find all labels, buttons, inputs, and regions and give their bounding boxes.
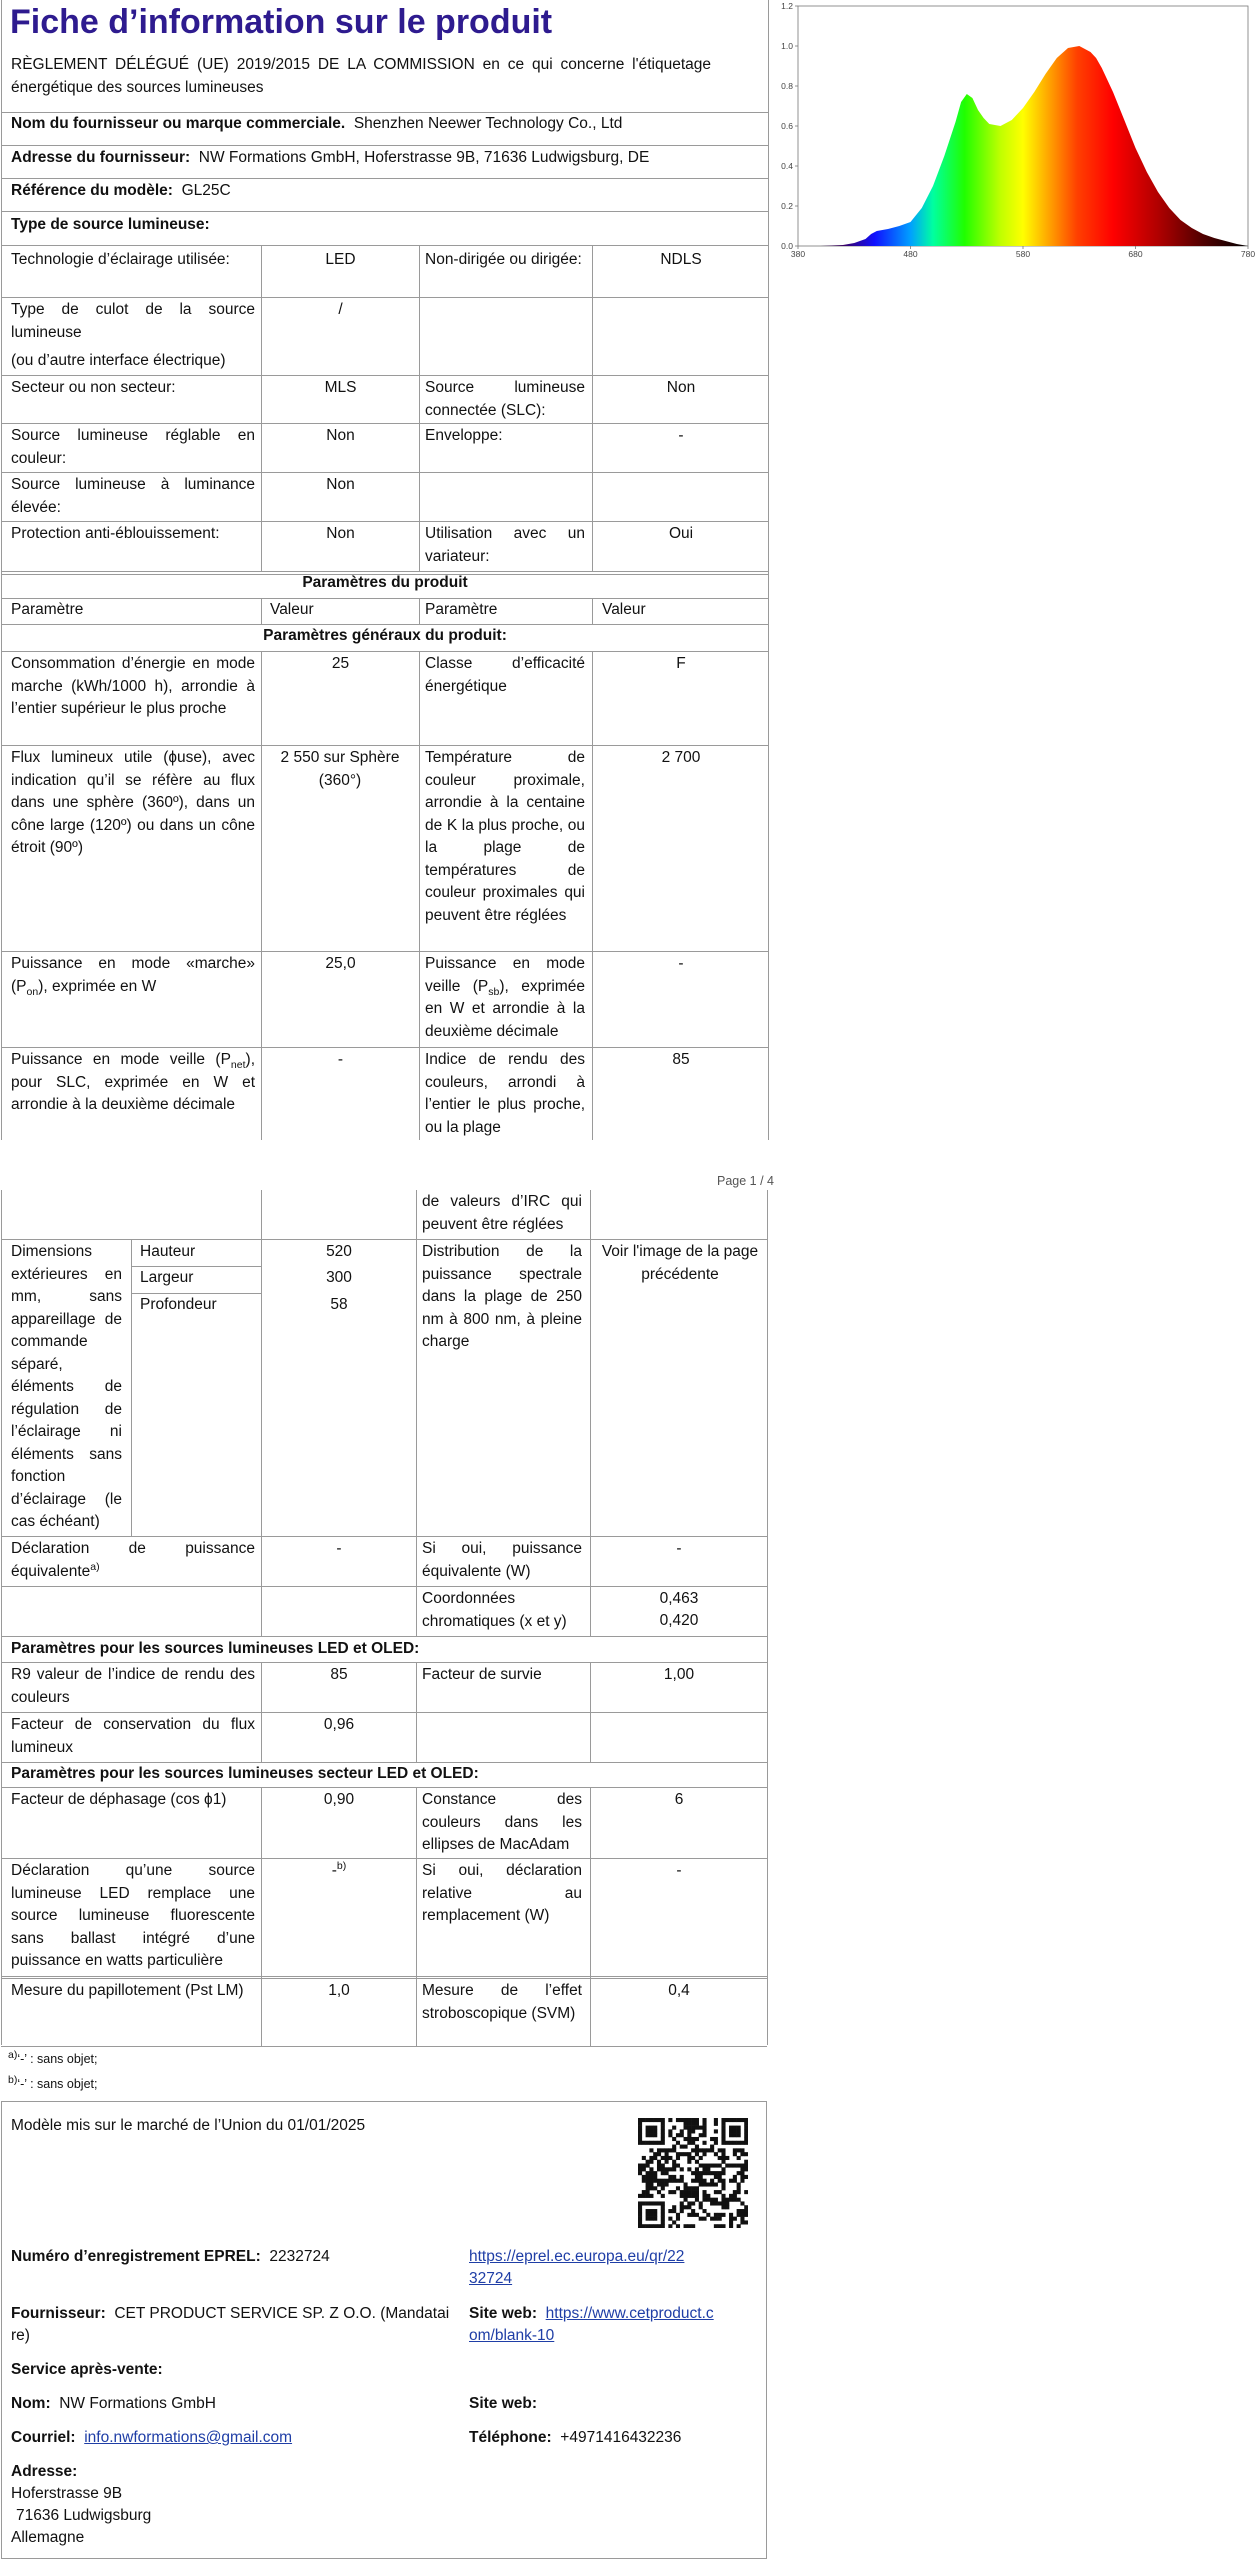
aftersales-name-row xyxy=(11,2393,216,2416)
spectral-value: Voir l'image de la page précédente xyxy=(601,1243,759,1283)
page-title: Fiche d’information sur le produit xyxy=(10,3,553,41)
address-line-3: Allemagne xyxy=(11,2529,85,2546)
x-tick-label: 480 xyxy=(903,249,918,259)
tech-value: LED xyxy=(325,251,356,268)
svm-label: Mesure de l’effet stroboscopique (SVM) xyxy=(422,1982,582,2022)
connected-label: Source lumineuse connectée (SLC): xyxy=(425,379,585,419)
y-tick-label: 1.2 xyxy=(781,1,793,11)
equiv-w-value: - xyxy=(676,1540,682,1557)
flux-value: 2 550 sur Sphère (360°) xyxy=(280,749,400,789)
x-tick-label: 380 xyxy=(790,249,806,259)
address-label: Adresse: xyxy=(11,2463,78,2480)
footer-supplier-label: Fournisseur: xyxy=(11,2305,106,2322)
supplier-address-row xyxy=(11,147,649,170)
flicker-value: 1,0 xyxy=(328,1982,350,1999)
eprel-link-continued[interactable]: 32724 xyxy=(469,2270,513,2287)
dimmer-label: Utilisation avec un variateur: xyxy=(425,525,585,565)
y-tick-label: 1.0 xyxy=(781,41,793,51)
supplier-name-label: Nom du fournisseur ou marque commerciale. xyxy=(11,115,346,132)
cosphi-label: Facteur de déphasage (cos ϕ1) xyxy=(11,1791,227,1808)
footnote-a: $^{a)}$‘-’ : sans objet; xyxy=(8,2048,98,2066)
col-value-2: Valeur xyxy=(602,601,646,618)
energy-label: Consommation d’énergie en mode marche (kWh/1000 h), arrondie à l’entier supérieur le plus proche xyxy=(11,655,255,717)
survival-value: 1,00 xyxy=(663,1666,695,1683)
supplier-address-label: Adresse du fournisseur: xyxy=(11,149,191,166)
height-label: Hauteur xyxy=(140,1243,196,1260)
aftersales-label: Service après-vente: xyxy=(11,2361,163,2378)
eprel-value: 2232724 xyxy=(269,2248,330,2265)
maintenance-label: Facteur de conservation du flux lumineux xyxy=(11,1716,255,1756)
website-link[interactable]: https://www.cetproduct.c xyxy=(545,2305,714,2322)
maintenance-value: 0,96 xyxy=(323,1716,355,1733)
connected-value: Non xyxy=(666,379,696,396)
cct-label: Température de couleur proximale, arrondie à la centaine de K la plus proche, ou la plage de températures de couleur proximales qui peuvent être réglées xyxy=(425,749,585,924)
spectral-label: Distribution de la puissance spectrale dans la plage de 250 nm à 800 nm, à pleine charge xyxy=(422,1243,582,1350)
x-tick-label: 680 xyxy=(1128,249,1143,259)
general-params-heading: Paramètres généraux du produit: xyxy=(263,627,507,644)
supplier-name-value: Shenzhen Neewer Technology Co., Ltd xyxy=(353,115,623,132)
replacement-value: -$^{b)}$ xyxy=(331,1859,347,1879)
width-label: Largeur xyxy=(140,1269,194,1286)
flicker-label: Mesure du papillotement (Pst LM) xyxy=(11,1982,244,1999)
height-value: 520 xyxy=(326,1243,352,1260)
spectrum-area xyxy=(798,46,1248,246)
email-link[interactable]: info.nwformations@gmail.com xyxy=(84,2429,293,2446)
supplier-name-row xyxy=(11,113,622,136)
high-luminance-value: Non xyxy=(326,476,355,493)
eprel-label: Numéro d’enregistrement EPREL: xyxy=(11,2248,261,2265)
equiv-label: Déclaration de puissance équivalente$^{a)}$ xyxy=(11,1540,255,1580)
psb-label: Puissance en mode veille $(P_{sb})$, exprimée en W et arrondie à la deuxième décimale xyxy=(425,955,585,1040)
model-value: GL25C xyxy=(181,182,231,199)
product-params-heading: Paramètres du produit xyxy=(302,574,468,591)
y-tick-label: 0.0 xyxy=(781,241,793,251)
footer-supplier-row xyxy=(11,2303,449,2326)
envelope-label: Enveloppe: xyxy=(425,427,503,444)
tech-label: Technologie d’éclairage utilisée: xyxy=(11,251,230,268)
equiv-value: - xyxy=(336,1540,342,1557)
pnet-label: Puissance en mode veille $(P_{net})$, pour SLC, exprimée en W et arrondie à la deuxième décimale xyxy=(11,1051,255,1113)
antiglare-value: Non xyxy=(326,525,355,542)
website-row xyxy=(469,2303,714,2326)
col-param-1: Paramètre xyxy=(11,601,84,618)
market-text: Modèle mis sur le marché de l’Union du 01/01/2025 xyxy=(11,2117,366,2134)
cri-value: 85 xyxy=(672,1051,690,1068)
phone-label: Téléphone: xyxy=(469,2429,552,2446)
depth-label: Profondeur xyxy=(140,1296,217,1313)
x-tick-label: 780 xyxy=(1240,249,1256,259)
macadam-label: Constance des couleurs dans les ellipses de MacAdam xyxy=(422,1791,582,1853)
address-line-2: 71636 Ludwigsburg xyxy=(16,2507,152,2524)
regulation-text: RÈGLEMENT DÉLÉGUÉ (UE) 2019/2015 DE LA COMMISSION en ce qui concerne l'étiquetage énergétique des sources lumineuses xyxy=(11,56,711,96)
x-tick-label: 580 xyxy=(1015,249,1031,259)
pon-label: Puissance en mode «marche» $(P_{on})$, exprimée en W xyxy=(11,955,255,998)
chroma-label: Coordonnées chromatiques (x et y) xyxy=(422,1590,567,1630)
r9-value: 85 xyxy=(330,1666,348,1683)
y-tick-label: 0.8 xyxy=(781,81,793,91)
cap-label-interface: (ou d’autre interface électrique) xyxy=(11,352,226,369)
address-line-1: Hoferstrasse 9B xyxy=(11,2485,123,2502)
model-row xyxy=(11,180,231,203)
cri-label-continued: de valeurs d’IRC qui peuvent être réglées xyxy=(422,1193,582,1233)
footer-supplier-value-continued: re) xyxy=(11,2327,30,2344)
high-luminance-label: Source lumineuse à luminance élevée: xyxy=(11,476,255,516)
antiglare-label: Protection anti-éblouissement: xyxy=(11,525,220,542)
energy-value: 25 xyxy=(331,655,350,672)
footer-supplier-value: CET PRODUCT SERVICE SP. Z O.O. (Mandatai xyxy=(114,2305,450,2322)
chroma-y: 0,420 xyxy=(659,1612,699,1629)
cap-value: / xyxy=(338,301,343,318)
mains-value: MLS xyxy=(324,379,357,396)
col-param-2: Paramètre xyxy=(425,601,498,618)
tunable-label: Source lumineuse réglable en couleur: xyxy=(11,427,255,467)
cap-label: Type de culot de la source lumineuse xyxy=(11,301,255,341)
eprel-row xyxy=(11,2246,330,2269)
svm-value: 0,4 xyxy=(668,1982,690,1999)
dimmer-value: Oui xyxy=(668,525,694,542)
y-tick-label: 0.6 xyxy=(781,121,793,131)
tunable-value: Non xyxy=(326,427,355,444)
pnet-value: - xyxy=(337,1051,344,1068)
source-type-heading: Type de source lumineuse: xyxy=(11,216,210,233)
flux-label: Flux lumineux utile (ɸuse), avec indication qu’il se réfère au flux dans une sphère (360º), dans un cône large (120º) ou dans un cône étroit (90º) xyxy=(11,749,255,856)
survival-label: Facteur de survie xyxy=(422,1666,542,1683)
directional-label: Non-dirigée ou dirigée: xyxy=(425,251,582,268)
envelope-value: - xyxy=(678,427,684,444)
macadam-value: 6 xyxy=(674,1791,684,1808)
replacement-label: Déclaration qu’une source lumineuse LED remplace une source lumineuse fluorescente sans ballast intégré d’une puissance en watts particulière xyxy=(11,1862,255,1969)
phone-value: +4971416432236 xyxy=(560,2429,682,2446)
replacement-w-value: - xyxy=(676,1862,682,1879)
phone-row xyxy=(469,2427,681,2450)
directional-value: NDLS xyxy=(660,251,702,268)
website-label: Site web: xyxy=(469,2305,538,2322)
footnote-b: $^{b)}$‘-’ : sans objet; xyxy=(8,2073,98,2091)
model-label: Référence du modèle: xyxy=(11,182,173,199)
dimensions-label: Dimensions extérieures en mm, sans appareillage de commande séparé, éléments de régulation de l’éclairage ni éléments sans fonction d’éclairage (le cas échéant) xyxy=(11,1243,122,1530)
replacement-w-label: Si oui, déclaration relative au remplacement (W) xyxy=(422,1862,582,1924)
supplier-address-value: NW Formations GmbH, Hoferstrasse 9B, 71636 Ludwigsburg, DE xyxy=(198,149,650,166)
energy-class-value: F xyxy=(676,655,686,672)
aftersales-website-label: Site web: xyxy=(469,2395,538,2412)
width-value: 300 xyxy=(326,1269,352,1286)
email-label: Courriel: xyxy=(11,2429,76,2446)
aftersales-name-value: NW Formations GmbH xyxy=(59,2395,216,2412)
y-tick-label: 0.2 xyxy=(781,201,793,211)
equiv-w-label: Si oui, puissance équivalente (W) xyxy=(422,1540,582,1580)
mains-label: Secteur ou non secteur: xyxy=(11,379,176,396)
email-row xyxy=(11,2427,292,2450)
cct-value: 2 700 xyxy=(661,749,701,766)
aftersales-name-label: Nom: xyxy=(11,2395,51,2412)
y-tick-label: 0.4 xyxy=(781,161,793,171)
cri-label: Indice de rendu des couleurs, arrondi à l’entier le plus proche, ou la plage xyxy=(425,1051,585,1136)
pon-value: 25,0 xyxy=(325,955,356,972)
eprel-link[interactable]: https://eprel.ec.europa.eu/qr/22 xyxy=(469,2248,685,2265)
website-link-continued[interactable]: om/blank-10 xyxy=(469,2327,555,2344)
chroma-x: 0,463 xyxy=(659,1590,699,1607)
r9-label: R9 valeur de l’indice de rendu des couleurs xyxy=(11,1666,255,1706)
psb-value: - xyxy=(678,955,684,972)
qr-code-icon xyxy=(638,2118,748,2228)
page-number: Page 1 / 4 xyxy=(717,1174,774,1188)
spectrum-chart xyxy=(770,0,1259,265)
cosphi-value: 0,90 xyxy=(323,1791,355,1808)
depth-value: 58 xyxy=(330,1296,348,1313)
col-value-1: Valeur xyxy=(270,601,314,618)
led-params-heading: Paramètres pour les sources lumineuses LED et OLED: xyxy=(11,1640,420,1657)
mains-led-params-heading: Paramètres pour les sources lumineuses secteur LED et OLED: xyxy=(11,1765,479,1782)
energy-class-label: Classe d’efficacité énergétique xyxy=(425,655,585,695)
